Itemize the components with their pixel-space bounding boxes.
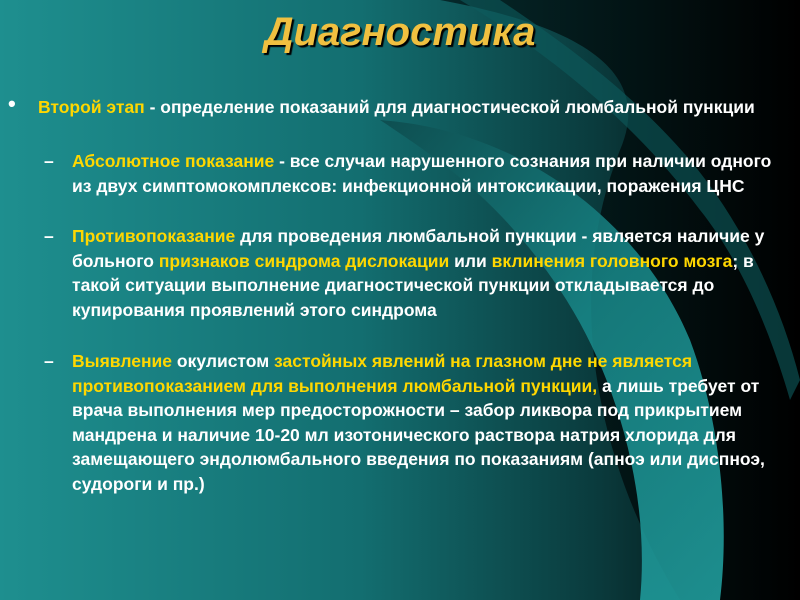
dash-icon: – bbox=[44, 226, 54, 246]
sub1-highlight: Абсолютное показание bbox=[72, 151, 275, 171]
bullet-dot-icon: • bbox=[8, 91, 16, 116]
sub-bullet-2 bbox=[72, 224, 784, 322]
sub1-body: - все случаи нарушенного сознания при наличии одного из двух симптомокомплексов: инфекционной интоксикации, поражения ЦНС bbox=[72, 151, 772, 196]
slide-title: Диагностика bbox=[264, 10, 536, 54]
sub2-body1: для проведения люмбальной пункции - является наличие у больного bbox=[72, 226, 765, 271]
dash-icon: – bbox=[44, 351, 54, 371]
main-bullet-text bbox=[38, 95, 758, 119]
sub2-highlight2: признаков синдрома дислокации bbox=[158, 250, 450, 271]
sub2-highlight3: вклинения головного мозга bbox=[491, 250, 733, 271]
main-bullet-highlight: Второй этап bbox=[38, 97, 145, 117]
sub-bullet-3 bbox=[72, 349, 784, 496]
sub-bullet-1 bbox=[72, 149, 784, 198]
sub3-highlight1: Выявление bbox=[72, 351, 173, 371]
sub3-body1: окулистом bbox=[172, 351, 275, 371]
sub3-highlight2: застойных явлений на глазном дне не является противопоказанием для выполнения люмбальной пункции, bbox=[72, 351, 693, 396]
dash-icon: – bbox=[44, 151, 54, 171]
main-bullet-body: - определение показаний для диагностической люмбальной пункции bbox=[144, 97, 755, 117]
sub2-body2: или bbox=[449, 250, 492, 271]
sub3-body2: а лишь требует от врача выполнения мер предосторожности – забор ликвора под прикрытием мандрена и наличие 10-20 мл изотонического раствора натрия хлорида для замещающего эндолюмбального введения по показаниям (апноэ или диспноэ, судороги и пр.) bbox=[72, 375, 765, 494]
sub2-body3: ; в такой ситуации выполнение диагностической пункции откладывается до купирования проявлений этого синдрома bbox=[72, 250, 754, 320]
sub2-highlight1: Противопоказание bbox=[72, 226, 236, 246]
